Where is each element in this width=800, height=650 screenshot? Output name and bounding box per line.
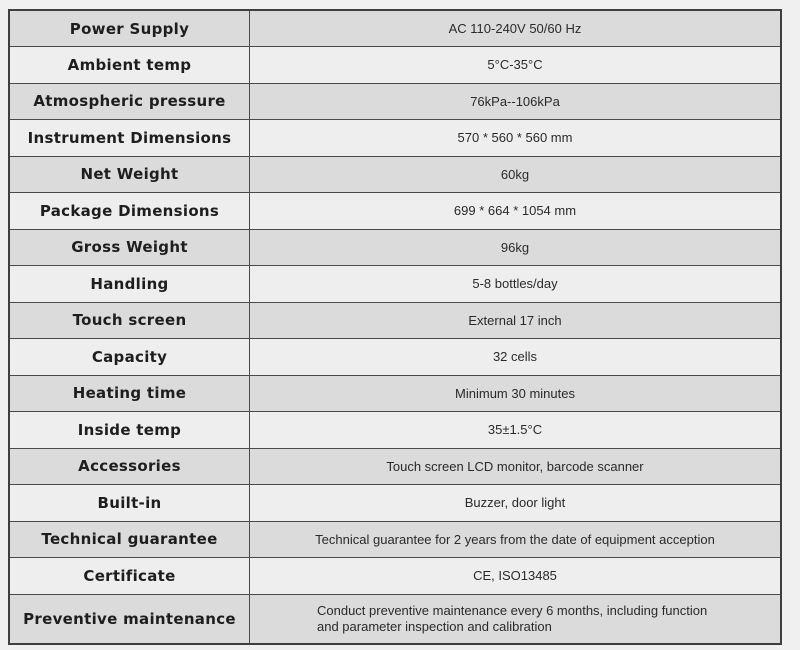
spec-value	[250, 594, 782, 644]
spec-row-ambient-temp	[9, 47, 781, 84]
spec-label: Ambient temp	[9, 47, 250, 84]
spec-value-line: Conduct preventive maintenance every 6 months, including function	[317, 602, 708, 618]
spec-value: Buzzer, door light	[250, 485, 782, 522]
spec-label: Inside temp	[9, 412, 250, 449]
spec-label: Atmospheric pressure	[9, 83, 250, 120]
spec-label: Instrument Dimensions	[9, 120, 250, 157]
spec-row-gross-weight	[9, 229, 781, 266]
spec-label: Certificate	[9, 558, 250, 595]
spec-label: Technical guarantee	[9, 521, 250, 558]
spec-value: 76kPa--106kPa	[250, 83, 782, 120]
spec-row-inside-temp	[9, 412, 781, 449]
spec-row-power-supply	[9, 10, 781, 47]
spec-label: Capacity	[9, 339, 250, 376]
spec-label: Power Supply	[9, 10, 250, 47]
spec-row-preventive-maintenance	[9, 594, 781, 644]
spec-value: Technical guarantee for 2 years from the date of equipment acception	[250, 521, 782, 558]
spec-value: Touch screen LCD monitor, barcode scanner	[250, 448, 782, 485]
spec-row-technical-guarantee	[9, 521, 781, 558]
spec-value: 699 * 664 * 1054 mm	[250, 193, 782, 230]
spec-value: Minimum 30 minutes	[250, 375, 782, 412]
spec-value-line: and parameter inspection and calibration	[317, 618, 552, 634]
spec-value: CE, ISO13485	[250, 558, 782, 595]
spec-row-touch-screen	[9, 302, 781, 339]
spec-row-instrument-dimensions	[9, 120, 781, 157]
spec-row-heating-time	[9, 375, 781, 412]
spec-value: 60kg	[250, 156, 782, 193]
spec-value: 35±1.5°C	[250, 412, 782, 449]
spec-label: Handling	[9, 266, 250, 303]
spec-value: AC 110-240V 50/60 Hz	[250, 10, 782, 47]
spec-value: 5°C-35°C	[250, 47, 782, 84]
spec-row-net-weight	[9, 156, 781, 193]
spec-value: 96kg	[250, 229, 782, 266]
spec-row-atmospheric-pressure	[9, 83, 781, 120]
spec-row-package-dimensions	[9, 193, 781, 230]
spec-label: Gross Weight	[9, 229, 250, 266]
specifications-table	[8, 9, 782, 645]
spec-label: Touch screen	[9, 302, 250, 339]
spec-value: 570 * 560 * 560 mm	[250, 120, 782, 157]
spec-row-capacity	[9, 339, 781, 376]
spec-value: 5-8 bottles/day	[250, 266, 782, 303]
spec-row-handling	[9, 266, 781, 303]
spec-label: Heating time	[9, 375, 250, 412]
spec-label: Package Dimensions	[9, 193, 250, 230]
spec-label: Accessories	[9, 448, 250, 485]
spec-label: Net Weight	[9, 156, 250, 193]
spec-label: Built-in	[9, 485, 250, 522]
spec-row-certificate	[9, 558, 781, 595]
spec-value: 32 cells	[250, 339, 782, 376]
spec-label: Preventive maintenance	[9, 594, 250, 644]
spec-row-accessories	[9, 448, 781, 485]
spec-row-built-in	[9, 485, 781, 522]
spec-value: External 17 inch	[250, 302, 782, 339]
